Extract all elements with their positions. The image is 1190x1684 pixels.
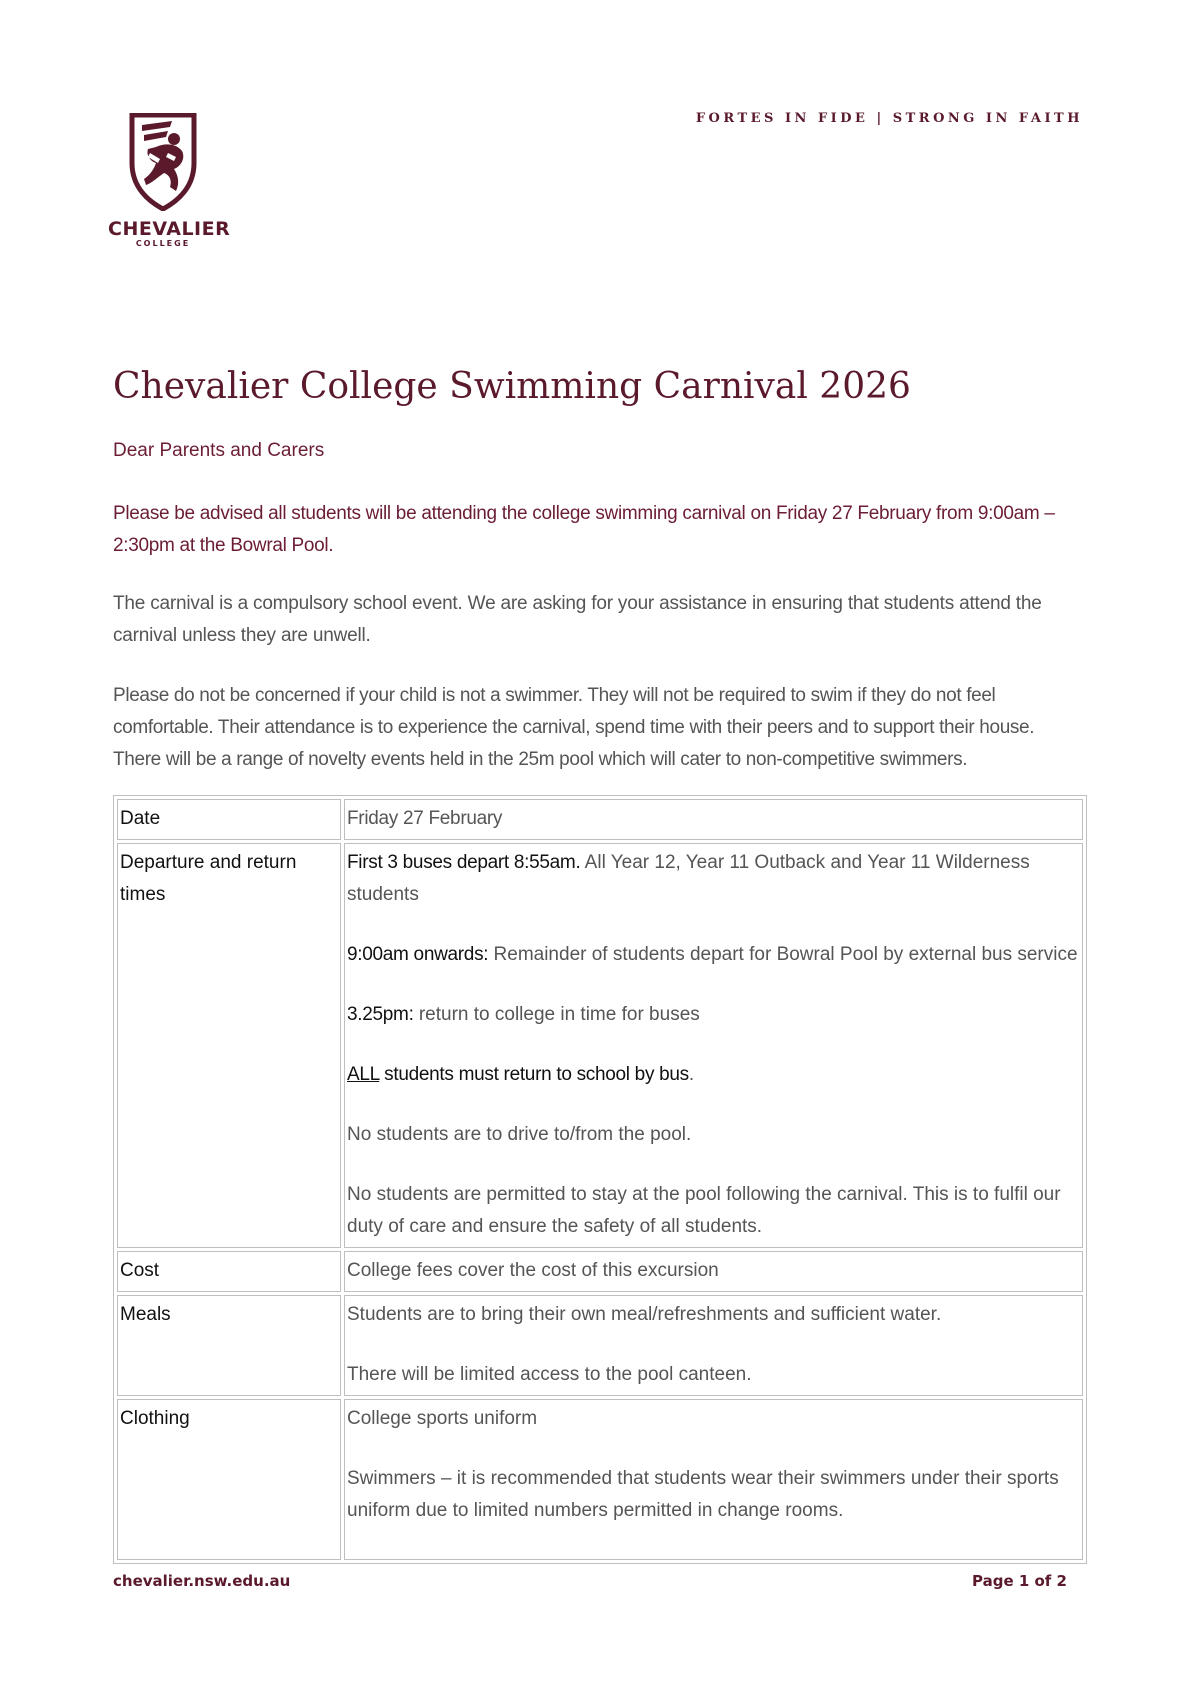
no-drive-line: No students are to drive to/from the pool. [347, 1124, 692, 1145]
clothing-line-2: Swimmers – it is recommended that students wear their swimmers under their sports uniform due to limited numbers permitted in change rooms. [347, 1468, 1059, 1521]
logo-text: CHEVALIER [108, 218, 231, 240]
buses-detail: All Year 12, Year 11 Outback and Year 11 Wilderness students [347, 852, 1030, 905]
onwards-detail: Remainder of students depart for Bowral Pool by external bus service [488, 944, 1078, 965]
meals-line-1: Students are to bring their own meal/refreshments and sufficient water. [347, 1304, 942, 1325]
bus-rule-period: . [688, 1064, 695, 1085]
greeting: Dear Parents and Carers [113, 440, 325, 461]
cost-label: Cost [117, 1251, 341, 1292]
meals-value [344, 1295, 1083, 1396]
times-value [344, 843, 1083, 1248]
logo-subtext: COLLEGE [135, 239, 191, 248]
clothing-value [344, 1399, 1083, 1560]
table-row [117, 799, 1083, 840]
footer-page-number: Page 1 of 2 [972, 1572, 1067, 1590]
footer-website: chevalier.nsw.edu.au [113, 1572, 291, 1590]
return-time: 3.25pm: [347, 1004, 414, 1025]
buses-time: First 3 buses depart 8:55am. [347, 852, 581, 873]
date-value: Friday 27 February [344, 799, 1083, 840]
clothing-line-1: College sports uniform [347, 1408, 538, 1429]
all-emphasis: ALL [347, 1064, 380, 1085]
table-row [117, 1251, 1083, 1292]
return-detail: return to college in time for buses [413, 1004, 700, 1025]
college-logo [108, 113, 231, 249]
non-swimmer-paragraph: Please do not be concerned if your child is not a swimmer. They will not be required to swim if they do not feel comfortable. Their attendance is to experience the carnival, spend time with their peers and to support their house. There will be a range of novelty events held in the 25m pool which will cater to non-competitive swimmers. [113, 685, 1035, 770]
date-label: Date [117, 799, 341, 840]
meals-label: Meals [117, 1295, 341, 1396]
table-row [117, 1399, 1083, 1560]
table-row [117, 843, 1083, 1248]
no-stay-line: No students are permitted to stay at the pool following the carnival. This is to fulfil our duty of care and ensure the safety of all students. [347, 1184, 1061, 1237]
buses-line [347, 847, 1080, 911]
onwards-time: 9:00am onwards: [347, 944, 489, 965]
times-label: Departure and return times [117, 843, 341, 1248]
compulsory-paragraph: The carnival is a compulsory school event. We are asking for your assistance in ensuring that students attend the carnival unless they are unwell. [113, 593, 1042, 646]
advice-paragraph: Please be advised all students will be attending the college swimming carnival on Friday 27 February from 9:00am – 2:30pm at the Bowral Pool. [113, 503, 1055, 556]
bus-rule-line [347, 1059, 1080, 1091]
motto: FORTES IN FIDE | STRONG IN FAITH [695, 111, 1083, 126]
clothing-label: Clothing [117, 1399, 341, 1560]
page-title: Chevalier College Swimming Carnival 2026 [113, 366, 911, 407]
return-line [347, 999, 1080, 1031]
bus-rule-text: students must return to school by bus [379, 1064, 689, 1085]
cost-value: College fees cover the cost of this excursion [344, 1251, 1083, 1292]
crest-icon [128, 113, 198, 211]
meals-line-2: There will be limited access to the pool canteen. [347, 1364, 752, 1385]
onwards-line [347, 939, 1080, 971]
carnival-details-table [113, 795, 1087, 1564]
table-row [117, 1295, 1083, 1396]
